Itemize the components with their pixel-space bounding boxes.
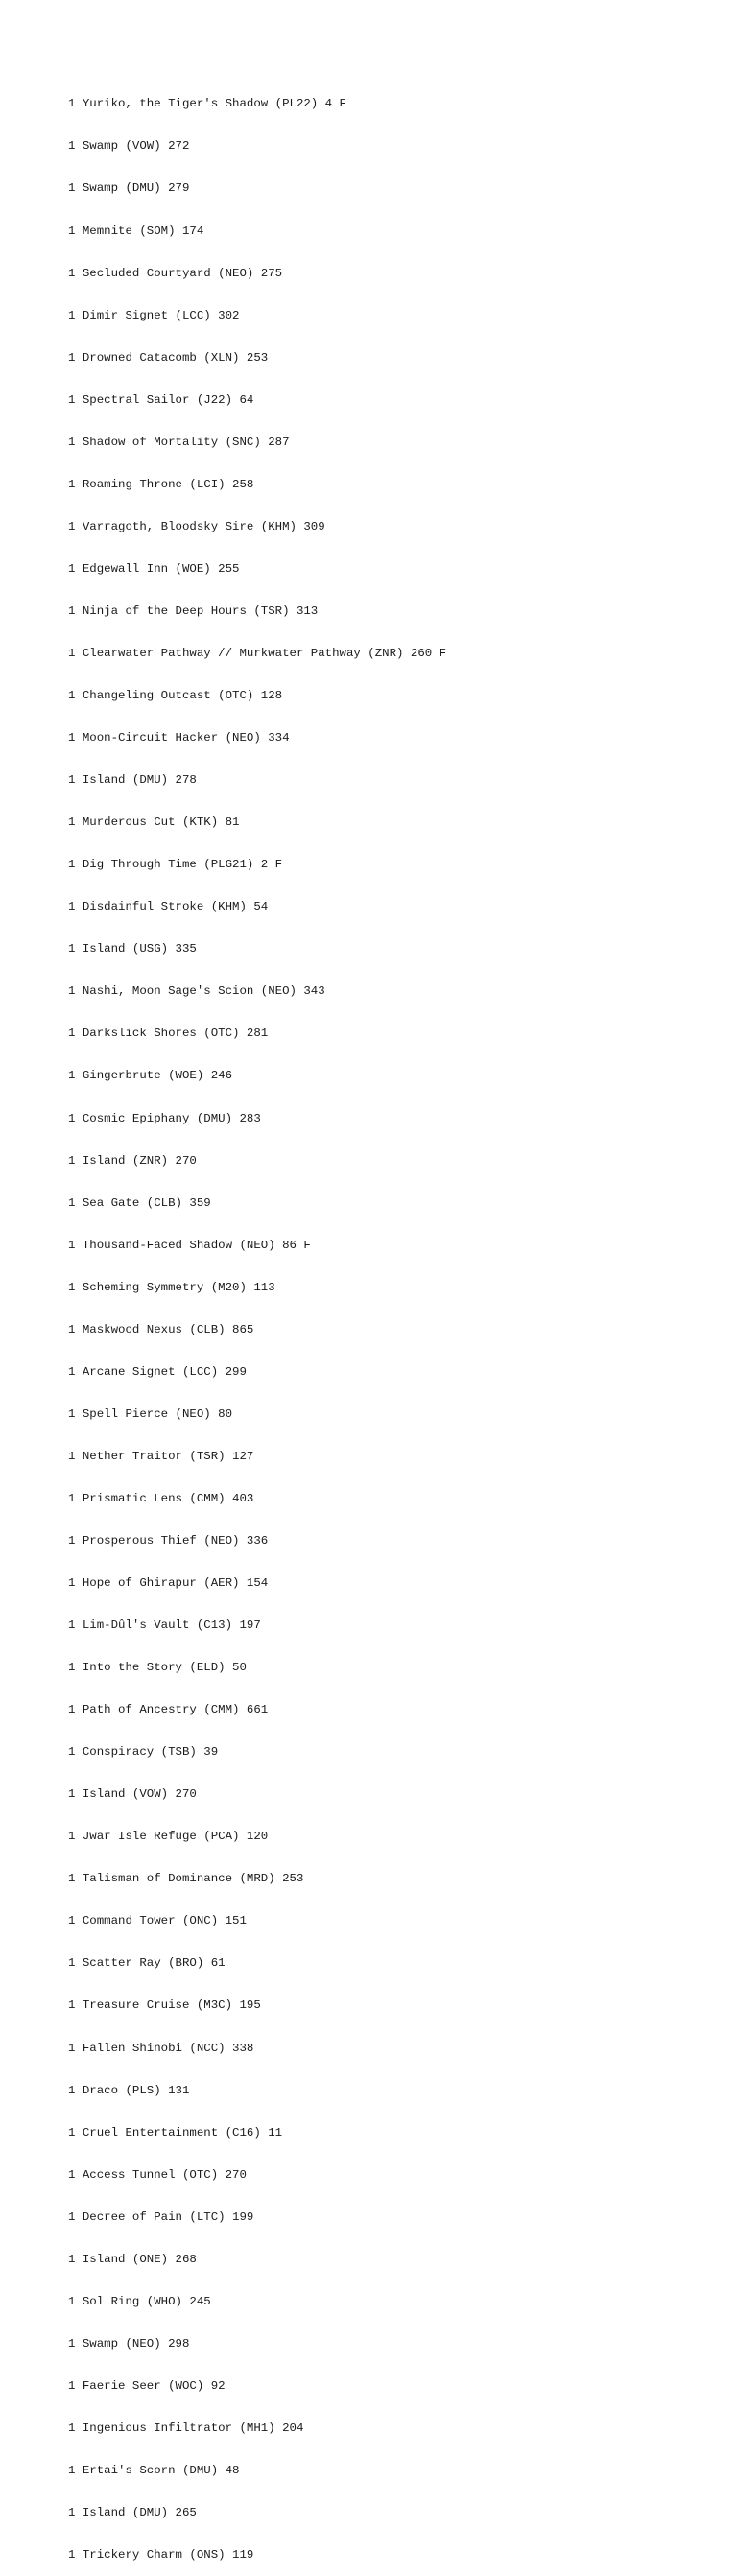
card-line: 1 Jwar Isle Refuge (PCA) 120 — [68, 1830, 269, 1844]
card-line: 1 Trickery Charm (ONS) 119 — [68, 2548, 254, 2563]
card-line: 1 Thousand-Faced Shadow (NEO) 86 F — [68, 1238, 311, 1252]
card-line: 1 Moon-Circuit Hacker (NEO) 334 — [68, 731, 290, 745]
card-line: 1 Swamp (NEO) 298 — [68, 2336, 190, 2351]
card-line: 1 Dig Through Time (PLG21) 2 F — [68, 858, 283, 872]
card-line: 1 Swamp (VOW) 272 — [68, 139, 190, 154]
card-line: 1 Hope of Ghirapur (AER) 154 — [68, 1576, 269, 1591]
card-line: 1 Varragoth, Bloodsky Sire (KHM) 309 — [68, 519, 325, 533]
card-line: 1 Talisman of Dominance (MRD) 253 — [68, 1872, 304, 1886]
card-line: 1 Sol Ring (WHO) 245 — [68, 2294, 211, 2308]
card-line: 1 Changeling Outcast (OTC) 128 — [68, 689, 283, 703]
card-line: 1 Island (DMU) 265 — [68, 2506, 197, 2520]
card-line: 1 Nether Traitor (TSR) 127 — [68, 1449, 254, 1463]
card-line: 1 Lim-Dûl's Vault (C13) 197 — [68, 1619, 261, 1633]
card-line: 1 Island (VOW) 270 — [68, 1787, 197, 1802]
card-line: 1 Memnite (SOM) 174 — [68, 224, 204, 238]
card-line: 1 Edgewall Inn (WOE) 255 — [68, 561, 240, 576]
card-line: 1 Cosmic Epiphany (DMU) 283 — [68, 1111, 261, 1125]
card-line: 1 Scatter Ray (BRO) 61 — [68, 1956, 226, 1971]
card-line: 1 Drowned Catacomb (XLN) 253 — [68, 350, 269, 365]
card-line: 1 Shadow of Mortality (SNC) 287 — [68, 435, 290, 449]
card-line: 1 Path of Ancestry (CMM) 661 — [68, 1703, 269, 1717]
card-line: 1 Maskwood Nexus (CLB) 865 — [68, 1322, 254, 1336]
card-line: 1 Conspiracy (TSB) 39 — [68, 1745, 219, 1760]
card-line: 1 Gingerbrute (WOE) 246 — [68, 1069, 233, 1083]
card-line: 1 Fallen Shinobi (NCC) 338 — [68, 2041, 254, 2055]
card-line: 1 Darkslick Shores (OTC) 281 — [68, 1027, 269, 1041]
card-line: 1 Ingenious Infiltrator (MH1) 204 — [68, 2421, 304, 2435]
card-line: 1 Island (USG) 335 — [68, 942, 197, 957]
card-line: 1 Cruel Entertainment (C16) 11 — [68, 2125, 283, 2139]
card-line: 1 Secluded Courtyard (NEO) 275 — [68, 266, 283, 280]
card-line: 1 Spectral Sailor (J22) 64 — [68, 392, 254, 407]
card-line: 1 Draco (PLS) 131 — [68, 2083, 190, 2097]
card-line: 1 Faerie Seer (WOC) 92 — [68, 2378, 226, 2393]
card-line: 1 Island (ZNR) 270 — [68, 1153, 197, 1168]
card-line: 1 Clearwater Pathway // Murkwater Pathway (ZNR) 260 F — [68, 646, 447, 660]
card-line: 1 Murderous Cut (KTK) 81 — [68, 815, 240, 830]
card-line: 1 Decree of Pain (LTC) 199 — [68, 2210, 254, 2224]
card-line: 1 Nashi, Moon Sage's Scion (NEO) 343 — [68, 984, 325, 999]
card-line: 1 Disdainful Stroke (KHM) 54 — [68, 900, 269, 914]
card-line: 1 Island (DMU) 278 — [68, 773, 197, 788]
card-line: 1 Roaming Throne (LCI) 258 — [68, 477, 254, 491]
card-line: 1 Ninja of the Deep Hours (TSR) 313 — [68, 603, 319, 618]
card-line: 1 Arcane Signet (LCC) 299 — [68, 1364, 247, 1379]
card-list — [68, 69, 721, 2576]
card-line: 1 Treasure Cruise (M3C) 195 — [68, 1998, 261, 2013]
card-line: 1 Scheming Symmetry (M20) 113 — [68, 1280, 275, 1294]
card-line: 1 Prismatic Lens (CMM) 403 — [68, 1491, 254, 1505]
card-line: 1 Yuriko, the Tiger's Shadow (PL22) 4 F — [68, 97, 346, 111]
card-line: 1 Sea Gate (CLB) 359 — [68, 1195, 211, 1210]
card-line: 1 Prosperous Thief (NEO) 336 — [68, 1533, 269, 1548]
card-line: 1 Dimir Signet (LCC) 302 — [68, 308, 240, 322]
card-line: 1 Ertai's Scorn (DMU) 48 — [68, 2464, 240, 2477]
card-line: 1 Into the Story (ELD) 50 — [68, 1661, 247, 1675]
card-line: 1 Island (ONE) 268 — [68, 2252, 197, 2266]
card-line: 1 Access Tunnel (OTC) 270 — [68, 2167, 247, 2182]
card-line: 1 Command Tower (ONC) 151 — [68, 1914, 247, 1928]
card-line: 1 Spell Pierce (NEO) 80 — [68, 1406, 233, 1421]
card-line: 1 Swamp (DMU) 279 — [68, 181, 190, 196]
